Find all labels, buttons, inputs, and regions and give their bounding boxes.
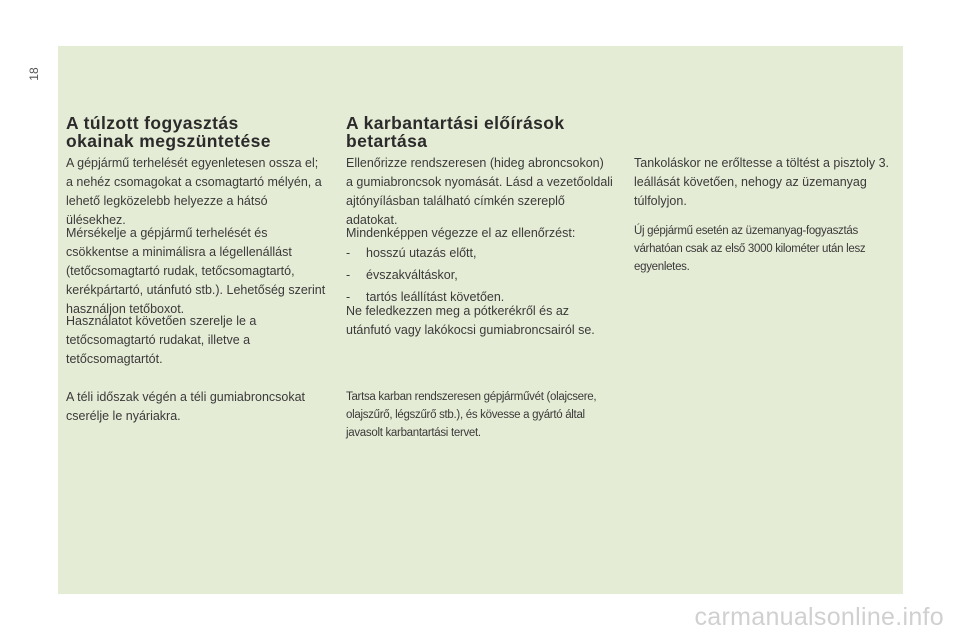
check-list — [346, 244, 614, 307]
paragraph-maintenance-plan: Tartsa karban rendszeresen gépjárművét (olajcsere, olajszűrő, légszűrő stb.), és kövesse a gyártó által javasolt karbantartási tervet. — [346, 391, 597, 439]
watermark: carmanualsonline.info — [694, 603, 944, 631]
list-item: - évszakváltáskor, — [346, 268, 458, 282]
paragraph-new-vehicle: Új gépjármű esetén az üzemanyag-fogyasztás várhatóan csak az első 3000 kilométer után lesz egyenletes. — [634, 225, 866, 273]
heading-line-1: A karbantartási előírások — [346, 113, 565, 133]
heading-line-2: okainak megszüntetése — [66, 131, 271, 151]
paragraph-tyre-pressure: Ellenőrizze rendszeresen (hideg abroncsokon) a gumiabroncsok nyomását. Lásd a vezetőoldali ajtónyílásban található címkén szereplő adatokat. — [346, 156, 613, 227]
paragraph-remove-roof-bars: Használatot követően szerelje le a tetőcsomagtartó rudakat, illetve a tetőcsomagtartót. — [66, 314, 257, 366]
heading-line-2: betartása — [346, 131, 428, 151]
paragraph-check-intro: Mindenképpen végezze el az ellenőrzést: — [346, 226, 576, 240]
section-heading-excess-consumption — [66, 114, 271, 150]
list-item: - hosszú utazás előtt, — [346, 246, 477, 260]
heading-line-1: A túlzott fogyasztás — [66, 113, 239, 133]
section-heading-maintenance — [346, 114, 564, 150]
page-number: 18 — [27, 67, 41, 81]
paragraph-load-distribution: A gépjármű terhelését egyenletesen ossza el; a nehéz csomagokat a csomagtartó mélyén, a lehető legközelebb helyezze a hátsó ülésekhez. — [66, 156, 322, 227]
paragraph-spare-wheel: Ne feledkezzen meg a pótkerékről és az utánfutó vagy lakókocsi gumiabroncsairól se. — [346, 304, 595, 337]
content-panel — [58, 46, 903, 594]
paragraph-winter-tyres: A téli időszak végén a téli gumiabroncsokat cserélje le nyáriakra. — [66, 390, 306, 423]
paragraph-reduce-load: Mérsékelje a gépjármű terhelését és csökkentse a minimálisra a légellenállást (tetőcsomagtartó rudak, tetőcsomagtartó, kerékpártartó, utánfutó stb.). Lehetőség szerint használjon tetőboxot. — [66, 226, 326, 316]
paragraph-refuelling: Tankoláskor ne erőltesse a töltést a pisztoly 3. leállását követően, nehogy az üzemanyag túlfolyjon. — [634, 156, 889, 208]
list-item: - tartós leállítást követően. — [346, 290, 505, 304]
